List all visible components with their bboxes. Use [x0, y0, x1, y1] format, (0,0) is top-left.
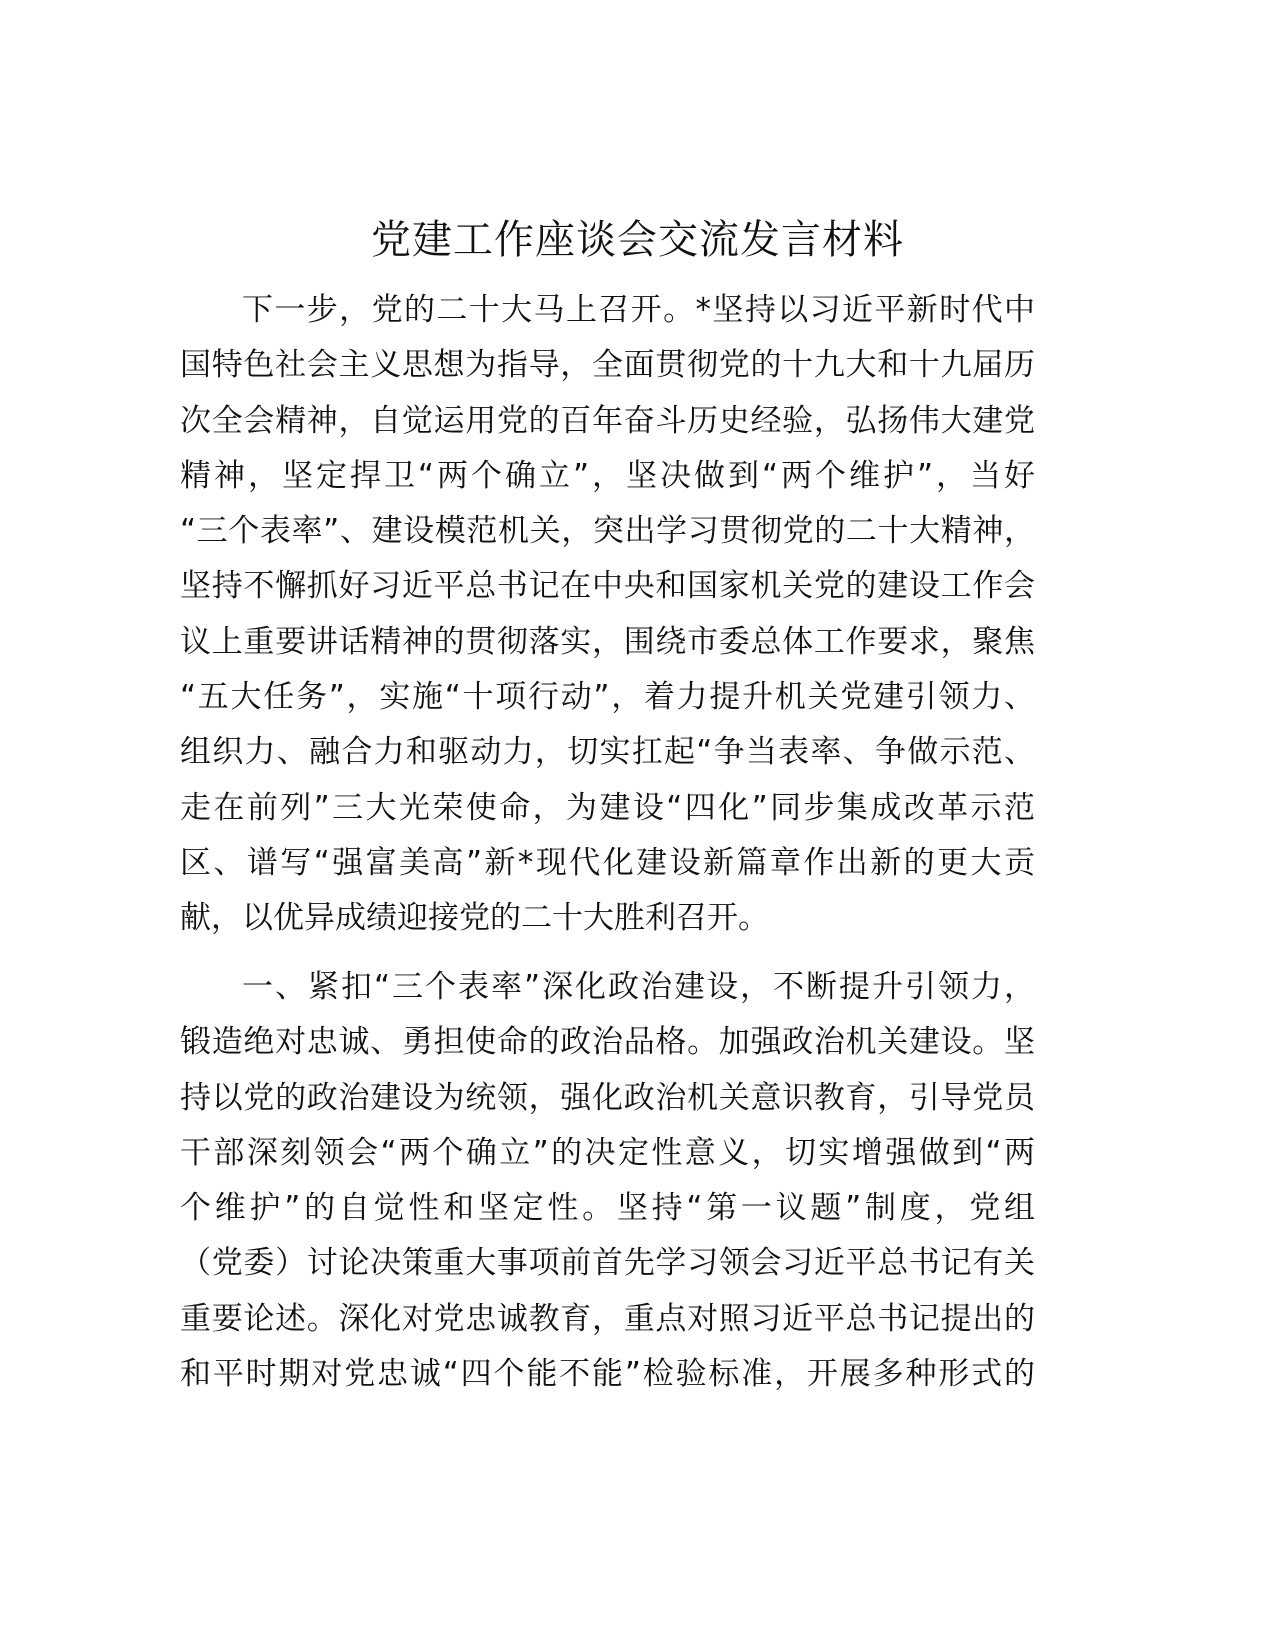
text-line: 一、紧扣“三个表率”深化政治建设，不断提升引领力， [242, 969, 1035, 1005]
text-line: 议上重要讲话精神的贯彻落实，围绕市委总体工作要求，聚焦 [180, 623, 1035, 660]
text-line: 走在前列”三大光荣使命，为建设“四化”同步集成改革示范 [180, 789, 1035, 826]
text-line: （党委）讨论决策重大事项前首先学习领会习近平总书记有关 [180, 1245, 1035, 1282]
text-line: 献，以优异成绩迎接党的二十大胜利召开。 [180, 900, 769, 937]
text-line: “五大任务”，实施“十项行动”，着力提升机关党建引领力、 [180, 679, 1035, 716]
document-title: 党建工作座谈会交流发言材料 [371, 217, 904, 263]
paragraph-section-one [180, 960, 1035, 1402]
text-line: 坚持不懈抓好习近平总书记在中央和国家机关党的建设工作会 [180, 568, 1035, 605]
text-line: 干部深刻领会“两个确立”的决定性意义，切实增强做到“两 [180, 1134, 1035, 1171]
text-line: 重要论述。深化对党忠诚教育，重点对照习近平总书记提出的 [180, 1300, 1035, 1337]
text-line: 区、谱写“强富美高”新*现代化建设新篇章作出新的更大贡 [180, 844, 1035, 881]
text-line: 个维护”的自觉性和坚定性。坚持“第一议题”制度，党组 [180, 1190, 1035, 1227]
text-line: 次全会精神，自觉运用党的百年奋斗历史经验，弘扬伟大建党 [180, 402, 1035, 439]
text-line: 持以党的政治建设为统领，强化政治机关意识教育，引导党员 [180, 1079, 1035, 1116]
text-line: 和平时期对党忠诚“四个能不能”检验标准，开展多种形式的 [180, 1356, 1035, 1393]
text-line: “三个表率”、建设模范机关，突出学习贯彻党的二十大精神， [180, 513, 1035, 550]
paragraph-intro [180, 283, 1035, 947]
text-line: 国特色社会主义思想为指导，全面贯彻党的十九大和十九届历 [180, 347, 1035, 384]
text-line: 锻造绝对忠诚、勇担使命的政治品格。加强政治机关建设。坚 [180, 1024, 1035, 1061]
text-line: 下一步，党的二十大马上召开。*坚持以习近平新时代中 [242, 292, 1035, 328]
text-line: 精神，坚定捍卫“两个确立”，坚决做到“两个维护”，当好 [180, 457, 1035, 494]
text-line: 组织力、融合力和驱动力，切实扛起“争当表率、争做示范、 [180, 734, 1035, 771]
